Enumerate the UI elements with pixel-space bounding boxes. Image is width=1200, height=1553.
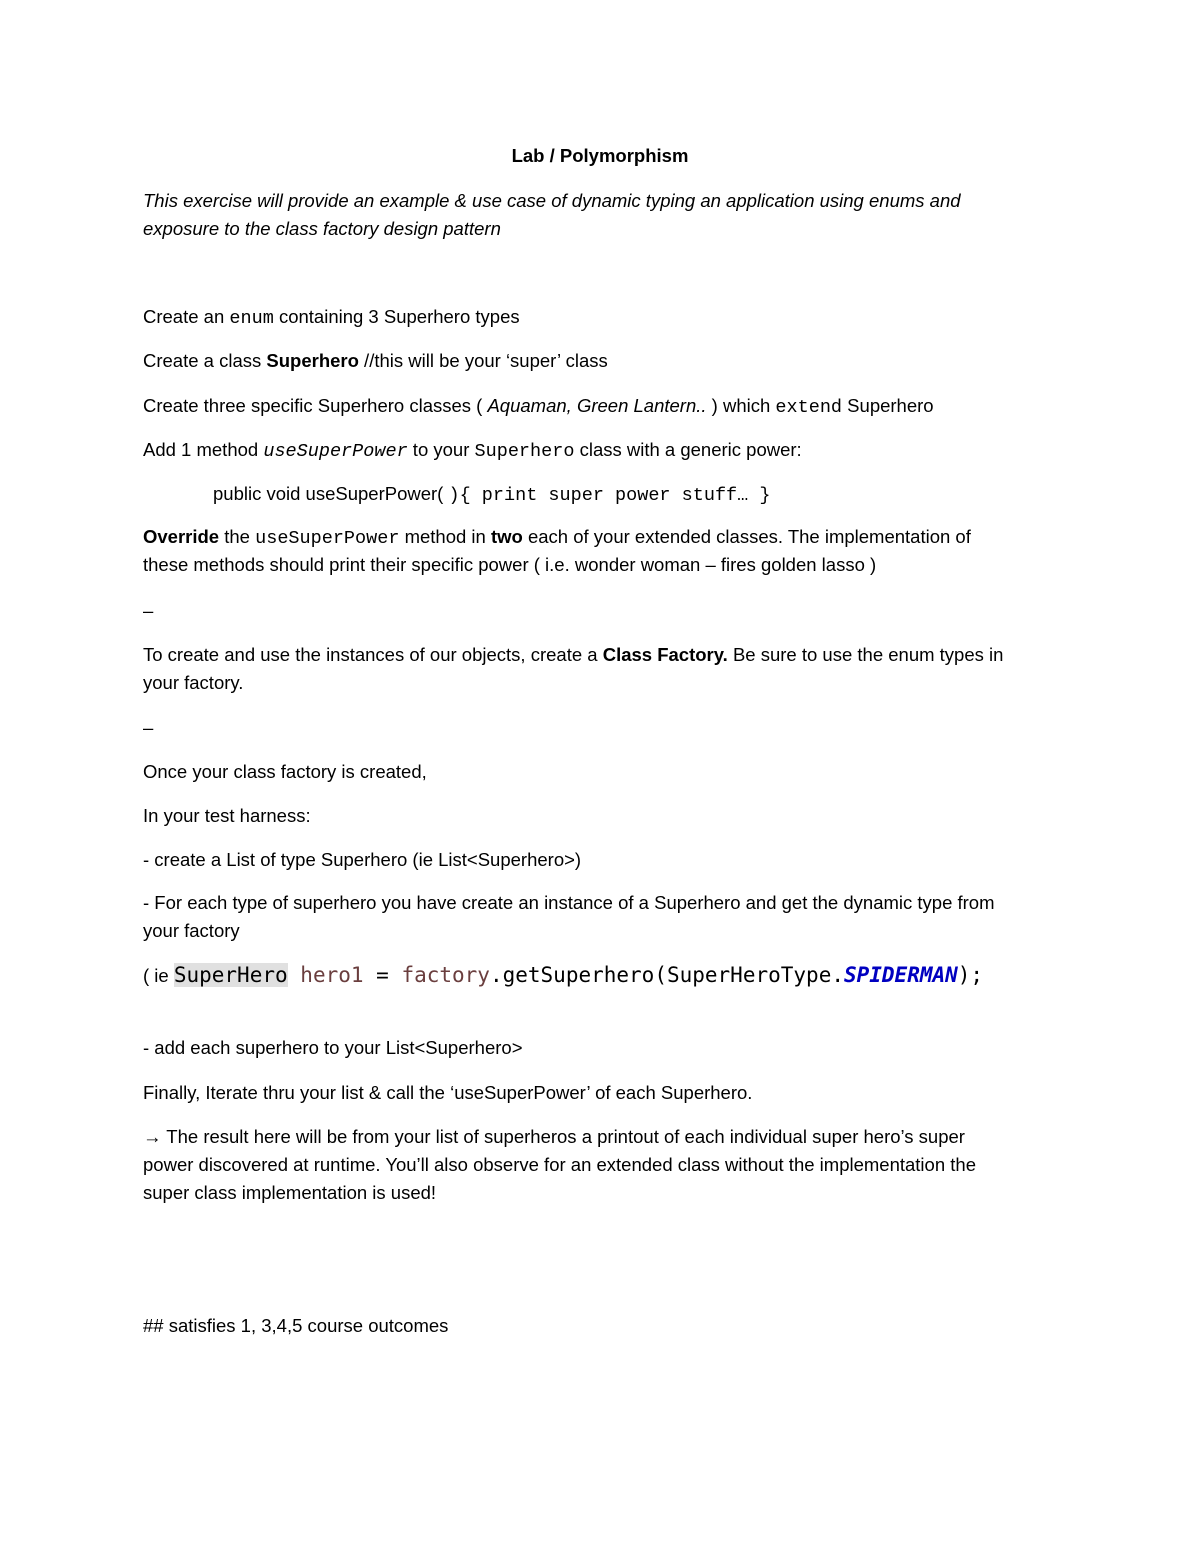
result-line-3: super class implementation is used!: [143, 1182, 437, 1203]
override-line-2: these methods should print their specific power ( i.e. wonder woman – fires golden lasso ): [143, 554, 877, 575]
factory-line-1: [143, 641, 1003, 669]
bullet-instance-line-1: - For each type of superhero you have create an instance of a Superhero and get the dynamic type from: [143, 892, 995, 913]
intro-line-2: exposure to the class factory design pattern: [143, 218, 501, 239]
step-create-subclasses: [143, 392, 934, 422]
code-constant: SPIDERMAN: [843, 963, 958, 987]
step-create-subclasses-pre: Create three specific Superhero classes (: [143, 395, 488, 416]
result-line-1-text: The result here will be from your list of superheros a printout of each individual super hero’s super: [161, 1126, 965, 1147]
step-create-enum-pre: Create an: [143, 306, 230, 327]
step-create-superhero-pre: Create a class: [143, 350, 267, 371]
page-title: Lab / Polymorphism: [511, 145, 689, 166]
step-create-superhero: [143, 347, 608, 375]
superhero-code-name: Superhero: [474, 441, 575, 462]
separator-dash: –: [143, 600, 154, 621]
code-end: );: [957, 963, 984, 987]
arrow-icon: →: [143, 1126, 162, 1147]
method-signature-body: ){ print super power stuff… }: [448, 485, 771, 506]
override-mid: method in: [399, 526, 491, 547]
result-line-1: [143, 1123, 965, 1151]
step-add-method-post: class with a generic power:: [574, 439, 802, 460]
step-create-subclasses-post: Superhero: [842, 395, 934, 416]
bullet-create-list: - create a List of type Superhero (ie List<Superhero>): [143, 849, 582, 870]
method-name: useSuperPower: [263, 441, 408, 462]
override-count: two: [490, 526, 523, 547]
override-pre: the: [219, 526, 256, 547]
separator-dash: –: [143, 717, 154, 738]
step-create-superhero-post: //this will be your ‘super’ class: [358, 350, 608, 371]
factory-line-2: your factory.: [143, 672, 244, 693]
step-add-method-mid: to your: [407, 439, 475, 460]
step-create-enum-post: containing 3 Superhero types: [273, 306, 520, 327]
intro-line-1: This exercise will provide an example & use case of dynamic typing an application using enums and: [143, 190, 961, 211]
factory-post: Be sure to use the enum types in: [727, 644, 1004, 665]
code-call: .getSuperhero(SuperHeroType.: [489, 963, 844, 987]
method-signature-pre: public void useSuperPower(: [213, 483, 449, 504]
superhero-class-name: Superhero: [266, 350, 359, 371]
code-type: SuperHero: [173, 963, 288, 987]
extend-keyword: extend: [775, 397, 843, 418]
step-create-subclasses-mid: ) which: [706, 395, 776, 416]
step-add-method-pre: Add 1 method: [143, 439, 264, 460]
override-keyword: Override: [143, 526, 220, 547]
bullet-add-to-list: - add each superhero to your List<Superhero>: [143, 1037, 523, 1058]
factory-pre: To create and use the instances of our objects, create a: [143, 644, 603, 665]
code-variable: hero1: [300, 963, 364, 987]
bullet-instance-line-2: your factory: [143, 920, 240, 941]
method-signature: [213, 480, 770, 510]
course-outcomes: ## satisfies 1, 3,4,5 course outcomes: [143, 1315, 449, 1336]
subclass-examples: Aquaman, Green Lantern..: [487, 395, 707, 416]
finally-line: Finally, Iterate thru your list & call the ‘useSuperPower’ of each Superhero.: [143, 1082, 753, 1103]
code-assign: =: [363, 963, 402, 987]
override-post: each of your extended classes. The implementation of: [522, 526, 971, 547]
step-create-enum: [143, 303, 520, 333]
once-created: Once your class factory is created,: [143, 761, 427, 782]
code-example-prefix: ( ie: [143, 965, 174, 986]
result-line-2: power discovered at runtime. You’ll also observe for an extended class without the implementation the: [143, 1154, 976, 1175]
override-line-1: [143, 523, 971, 553]
step-add-method: [143, 436, 802, 466]
code-factory: factory: [401, 963, 490, 987]
code-example: [143, 960, 983, 991]
class-factory-term: Class Factory.: [602, 644, 728, 665]
test-harness-heading: In your test harness:: [143, 805, 311, 826]
override-method-name: useSuperPower: [255, 528, 400, 549]
enum-keyword: enum: [229, 308, 274, 329]
